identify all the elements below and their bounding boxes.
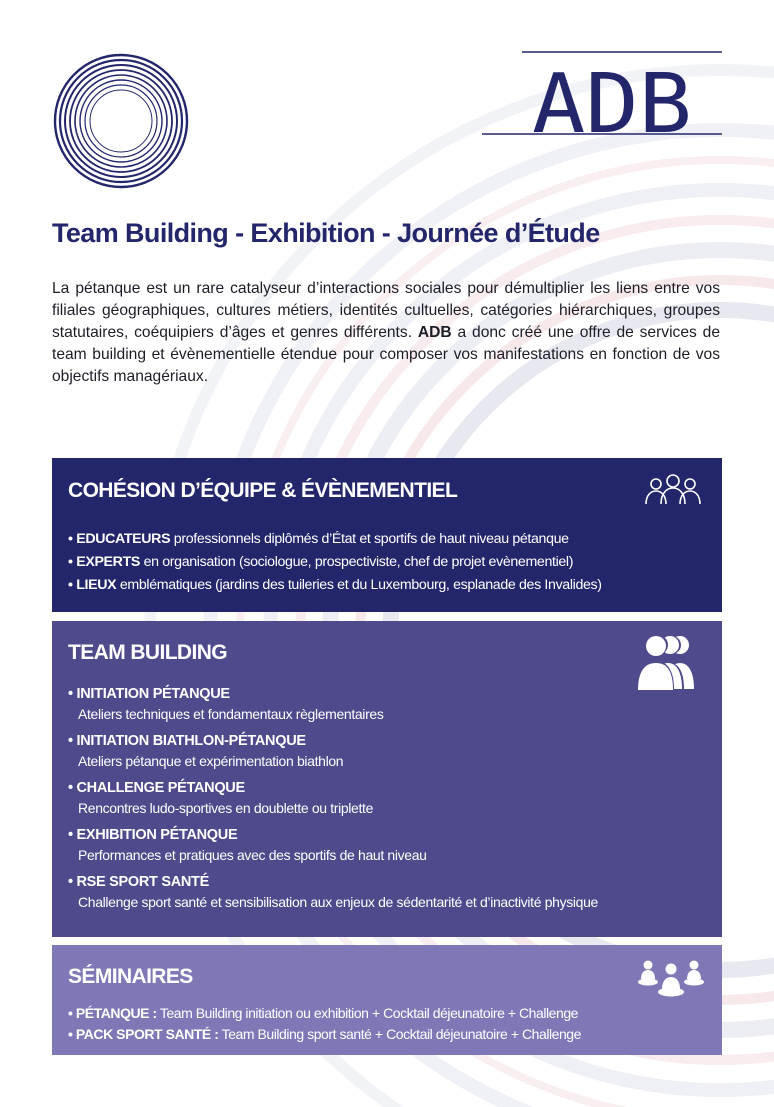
intro-highlight: ADB	[417, 324, 452, 341]
seminar-icon	[636, 957, 706, 1004]
adb-logo	[482, 48, 722, 143]
item-title-text: INITIATION BIATHLON-PÉTANQUE	[76, 733, 306, 749]
item-title	[68, 873, 712, 892]
section-cohesion	[52, 458, 722, 612]
seminaires-list	[68, 1003, 712, 1045]
item-desc: Challenge sport santé et sensibilisation aux enjeux de sédentarité et d’inactivité physique	[78, 894, 598, 910]
item-title-text: EXHIBITION PÉTANQUE	[76, 827, 238, 843]
list-item	[68, 1024, 712, 1045]
bullet: •	[68, 780, 73, 796]
item-key: LIEUX	[76, 577, 117, 593]
intro-text-after: a donc créé une offre de services de team building et évènementielle étendue pour composer vos manifestations en fonction de vos objectifs managériaux.	[52, 324, 720, 385]
section-heading: TEAM BUILDING	[68, 641, 228, 664]
item-title	[68, 779, 712, 798]
section-heading: COHÉSION D’ÉQUIPE & ÉVÈNEMENTIEL	[68, 479, 458, 502]
list-item	[68, 826, 712, 865]
bullet: •	[68, 827, 73, 843]
item-key: EDUCATEURS	[76, 531, 171, 547]
item-text: emblématiques (jardins des tuileries et du Luxembourg, esplanade des Invalides)	[119, 577, 602, 593]
section-seminaires	[52, 945, 722, 1055]
item-key: EXPERTS	[76, 554, 140, 570]
list-item	[68, 685, 712, 724]
section-heading: SÉMINAIRES	[68, 965, 193, 988]
list-item	[68, 551, 712, 574]
item-title	[68, 732, 712, 751]
item-desc: Performances et pratiques avec des sportifs de haut niveau	[78, 847, 427, 863]
group-icon	[642, 472, 704, 521]
bullet: •	[68, 686, 73, 702]
item-title-text: INITIATION PÉTANQUE	[76, 686, 230, 702]
item-desc: Ateliers pétanque et expérimentation biathlon	[78, 753, 344, 769]
intro-paragraph	[52, 278, 720, 388]
list-item	[68, 779, 712, 818]
bullet: •	[68, 577, 73, 593]
bullet: •	[68, 733, 73, 749]
list-item	[68, 1003, 712, 1024]
list-item	[68, 732, 712, 771]
page-title: Team Building - Exhibition - Journée d’Étude	[52, 218, 600, 248]
cohesion-list	[68, 528, 712, 597]
item-title	[68, 685, 712, 704]
item-desc: Ateliers techniques et fondamentaux règlementaires	[78, 706, 384, 722]
concentric-circles-logo	[52, 52, 190, 190]
item-text: Team Building sport santé + Cocktail déjeunatoire + Challenge	[221, 1026, 581, 1042]
section-team-building	[52, 621, 722, 937]
item-title-text: CHALLENGE PÉTANQUE	[76, 780, 245, 796]
bullet: •	[68, 1005, 73, 1021]
item-key: PACK SPORT SANTÉ :	[75, 1026, 219, 1042]
list-item	[68, 873, 712, 912]
item-text: Team Building initiation ou exhibition + Cocktail déjeunatoire + Challenge	[159, 1005, 579, 1021]
item-text: professionnels diplômés d’État et sportifs de haut niveau pétanque	[173, 531, 569, 547]
brand-name: ADB	[532, 57, 692, 143]
bullet: •	[68, 874, 73, 890]
item-key: PÉTANQUE :	[75, 1005, 157, 1021]
list-item	[68, 528, 712, 551]
bullet: •	[68, 1026, 73, 1042]
item-title	[68, 826, 712, 845]
bullet: •	[68, 531, 73, 547]
item-desc: Rencontres ludo-sportives en doublette ou triplette	[78, 800, 374, 816]
intro-text-before: La pétanque est un rare catalyseur d’interactions sociales pour démultiplier les liens entre vos filiales géographiques, cultures métiers, identités cultuelles, catégories hiérarchiques, groupes statutaires, coéquipiers d’âges et genres différents.	[52, 280, 720, 341]
item-text: en organisation (sociologue, prospectiviste, chef de projet evènementiel)	[143, 554, 574, 570]
team-building-list	[68, 685, 712, 920]
list-item	[68, 574, 712, 597]
bullet: •	[68, 554, 73, 570]
item-title-text: RSE SPORT SANTÉ	[76, 874, 209, 890]
